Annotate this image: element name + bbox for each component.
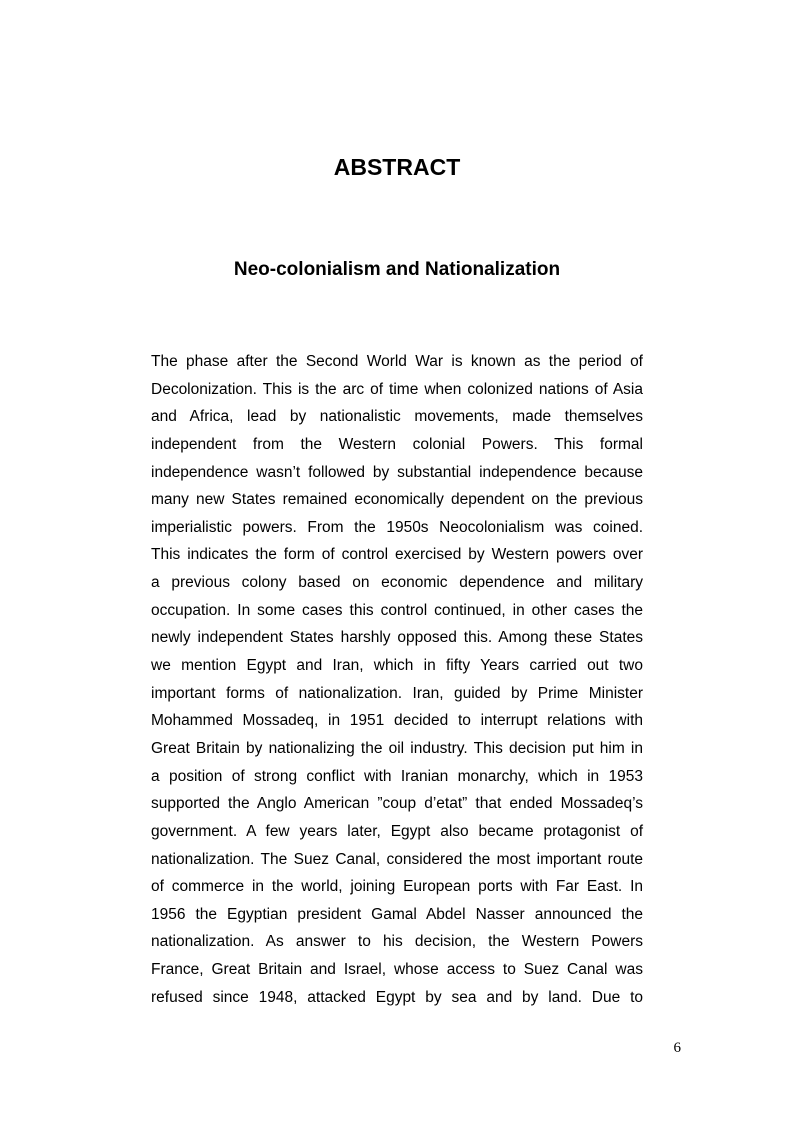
body-line: The phase after the Second World War is known as the period of <box>151 353 643 370</box>
body-line: imperialistic powers. From the 1950s Neocolonialism was coined. <box>151 518 643 536</box>
page-number: 6 <box>673 1040 681 1056</box>
body-line: independent from the Western colonial Powers. This formal <box>151 435 643 453</box>
body-line: newly independent States harshly opposed this. Among these States <box>151 629 643 647</box>
body-line: nationalization. The Suez Canal, considered the most important route <box>151 850 643 868</box>
body-line: France, Great Britain and Israel, whose access to Suez Canal was <box>151 961 643 979</box>
body-line: independence wasn’t followed by substantial independence because <box>151 463 643 481</box>
body-line: supported the Anglo American ”coup d’etat” that ended Mossadeq’s <box>151 795 643 813</box>
body-line: many new States remained economically dependent on the previous <box>151 491 643 509</box>
body-line: a position of strong conflict with Iranian monarchy, which in 1953 <box>151 767 643 785</box>
body-line: occupation. In some cases this control continued, in other cases the <box>151 601 643 619</box>
body-line: nationalization. As answer to his decision, the Western Powers <box>151 933 643 951</box>
body-line: government. A few years later, Egypt also became protagonist of <box>151 822 643 840</box>
body-line: and Africa, lead by nationalistic movements, made themselves <box>151 408 643 426</box>
body-line: 1956 the Egyptian president Gamal Abdel Nasser announced the <box>151 905 643 923</box>
body-line: refused since 1948, attacked Egypt by sea and by land. Due to <box>151 988 643 1006</box>
body-paragraph <box>151 348 643 1011</box>
body-line: a previous colony based on economic dependence and military <box>151 574 643 592</box>
body-line: This indicates the form of control exercised by Western powers over <box>151 546 643 564</box>
body-line: Great Britain by nationalizing the oil industry. This decision put him in <box>151 739 643 757</box>
body-line: Mohammed Mossadeq, in 1951 decided to interrupt relations with <box>151 712 643 730</box>
body-line: of commerce in the world, joining European ports with Far East. In <box>151 878 643 896</box>
body-line: Decolonization. This is the arc of time when colonized nations of Asia <box>151 380 643 398</box>
section-title: Neo-colonialism and Nationalization <box>233 259 561 280</box>
body-line: important forms of nationalization. Iran, guided by Prime Minister <box>151 684 643 702</box>
page-heading: ABSTRACT <box>333 154 461 180</box>
body-line: we mention Egypt and Iran, which in fifty Years carried out two <box>151 657 643 675</box>
